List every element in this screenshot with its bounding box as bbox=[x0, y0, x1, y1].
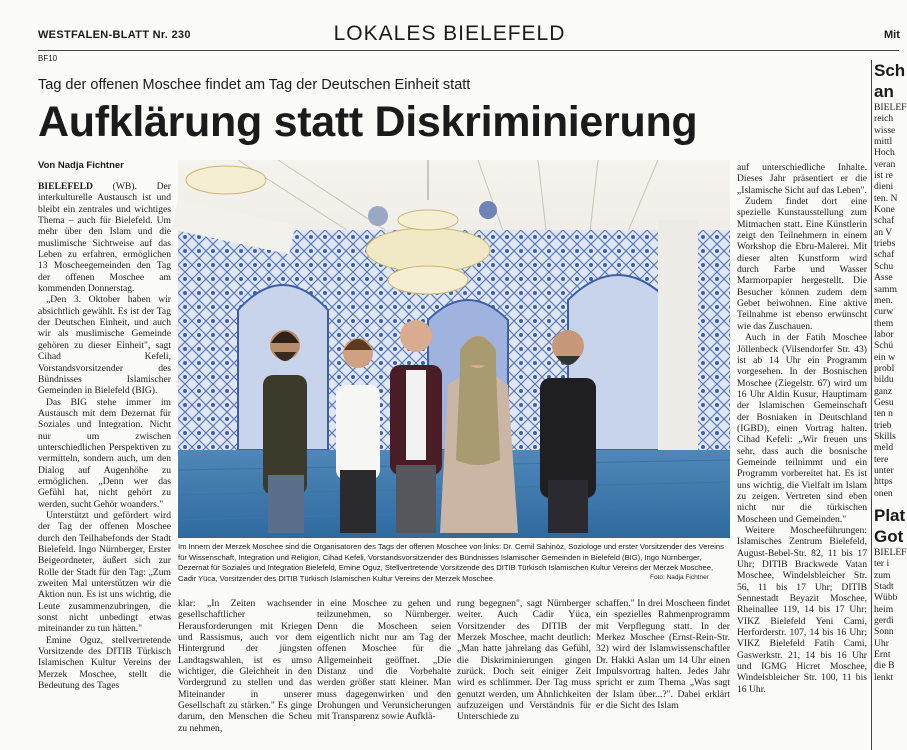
article-headline: Aufklärung statt Diskriminierung bbox=[38, 98, 698, 146]
article-bottom-columns bbox=[178, 598, 730, 748]
article-byline: Von Nadja Fichtner bbox=[38, 160, 124, 171]
dateline: BIELEFELD bbox=[38, 181, 93, 192]
article-column-right bbox=[737, 162, 867, 747]
sidebar-text: BIELEF reich wisse mittl Hoch veran ist re dieni ten. N Kone schaf an V triebs schaf Schu Asse samm men. curw them labor Schü ein w probl bildu ganz Gesu ten n trieb Skills meld tere unter https onen bbox=[874, 102, 907, 499]
photo-caption: Im Innern der Merzek Moschee sind die Organisatoren des Tags der offenen Moschee von links: Dr. Cemil Sahinöz, Soziologe und erster Vorsitzender des Vereins für Wissenschaft, Integration und Religion, Cihad Kefeli, Vorstandsvorsitzender des Bündnisses Islamischer Gemeinden in Bielefeld (BIG), Ingo Nürnberger, Dezernat für Soziales und Integration Bielefeld, Emine Oguz, Stellvertretende Vorsitzende des DITIB Türkisch Islamischen Kultur Vereins der Merzek Moschee, Cadir Yüca, Vorsitzender des DITIB Türkisch Islamischen Kultur Vereins der Merzek Moschee. bbox=[178, 542, 724, 583]
article-column-1 bbox=[38, 181, 171, 741]
sidebar-headline-2: Plat Got bbox=[874, 506, 906, 547]
sidebar-fragment bbox=[874, 60, 907, 750]
article-column-5: schaffen." In drei Moscheen findet ein spezielles Rahmenprogramm mit Verpflegung statt. In der Merkez Moschee (Ernst-Rein-Str. 32) wird der Islamwissenschaftler Dr. Hakki Aslan um 14 Uhr einen Impulsvortrag halten. Jedes Jahr spricht er zum Thema „Was sagt der Islam über...?". Dabei erklärt er die Sicht des Islam bbox=[596, 598, 730, 712]
next-page-fragment: Mit bbox=[884, 29, 900, 41]
paragraph: Zudem findet dort eine spezielle Kunstausstellung zum Mitmachen statt. Eine Künstlerin zeigt den Teilnehmern in einem Workshop die Ebru-Malerei. Mit dieser alten Kunstform wird durch Farbe und Wasser Marmorpapier hergestellt. Die Besucher können zudem dem Gebet beiwohnen. Eine aktive Teilnahme ist ebenso erwünscht wie das Zuschauen. bbox=[737, 196, 867, 332]
paragraph: BIELEFELD (WB). Der interkulturelle Austausch ist und bleibt ein zentrales und wichtiges Thema – auch für Bielefeld. Um mehr über den Islam und die muslimische Sichtweise auf das Leben zu erfahren, ermöglichen 13 Moscheegemeinden den Tag der offenen Moschee am kommenden Donnerstag. bbox=[38, 181, 171, 295]
article-kicker: Tag der offenen Moschee findet am Tag der Deutschen Einheit statt bbox=[38, 77, 471, 93]
article-photo bbox=[178, 160, 730, 538]
header-rule bbox=[38, 50, 899, 51]
paragraph: Unterstützt und gefördert wird der Tag der offenen Moschee durch den Teilhabefonds der Stadt Bielefeld. Ingo Nürnberger, Erster Beigeordneter, äußert sich zur Rolle der Stadt für den Tag: „Zum zweiten Mal unterstützen wir die Aktion nun. Es ist uns wichtig, die Leute zusammenzubringen, die sonst nicht unbedingt etwas miteinander zu tun hätten." bbox=[38, 509, 171, 635]
paragraph: „Den 3. Oktober haben wir absichtlich gewählt. Es ist der Tag der Deutschen Einheit, und auch wir als muslimische Gemeinde gehören zu dieser Einheit", sagt Cihad Kefeli, Vorstandsvorsitzender des Bündnisses Islamischer Gemeinden in Bielefeld (BIG). bbox=[38, 294, 171, 397]
photo-credit: Foto: Nadja Fichtner bbox=[650, 574, 709, 581]
newspaper-issue: WESTFALEN-BLATT Nr. 230 bbox=[38, 29, 191, 41]
paragraph: Das BIG stehe immer im Austausch mit dem Dezernat für Soziales und Integration. Nicht nur um zwischen unterschiedlichen Perspektiven zu vermitteln, sondern auch, um den Dialog auf Augenhöhe zu ermöglichen. „Denn wer das Gefühl hat, nicht gehört zu werden, sucht Gehör woanders." bbox=[38, 396, 171, 510]
sidebar-text-2: BIELEF ter i zum Stadt Wübb heim gerdi Sonn Uhr Ernt die B lenkt bbox=[874, 547, 907, 683]
article-column-4: rung begegnen", sagt Nürnberger weiter. Auch Cadir Yüca, Vorsitzender des DITIB der Merzek Moschee, macht deutlich: „Man hatte jahrelang das Gefühl, die Diskriminierungen gingen zurück. Doch seit einiger Zeit wird es schlimmer. Der Tag muss genutzt werden, um Ähnlichkeiten aufzuzeigen und Verständnis für Unterschiede zu bbox=[457, 598, 591, 723]
sidebar-divider bbox=[871, 60, 872, 750]
page-code: BF10 bbox=[38, 54, 58, 63]
article-column-2: klar: „In Zeiten wachsender gesellschaftlicher Herausforderungen mit Kriegen und Rassismus, auch vor dem Hintergrund der jüngsten Landtagswahlen, ist es umso wichtiger, die Gleichheit in den Vordergrund zu stellen und das Miteinander in unserer Gesellschaft zu stärken." Es ginge darum, den Menschen die Scheu zu nehmen, bbox=[178, 598, 312, 734]
section-title: LOKALES BIELEFELD bbox=[333, 22, 566, 45]
paragraph: Auch in der Fatih Moschee Jöllenbeck (Vilsendorfer Str. 43) ist ab 14 Uhr ein Programm vorgesehen. In der Bosnischen Moschee (Ziegelstr. 67) wird um 16 Uhr Aldin Kusur, Hauptimam der Islamischen Gemeinschaft der Bosniaken in Deutschland (IGBD), einen Vortrag halten. Cihad Kefeli: „Wir freuen uns sehr, dass auch die bosnische Gemeinde teilnimmt und ein Programm vorbereitet hat. Es ist uns wichtig, die Vielfalt im Islam zu zeigen. Vertreten sind eben nicht nur die türkischen Moscheen und Gemeinden." bbox=[737, 332, 867, 525]
paragraph: Emine Oguz, stellvertretende Vorsitzende des DITIB Türkisch Islamischen Kultur Vereins der Merzek Moschee, stellt die Bedeutung des Tages bbox=[38, 634, 171, 692]
article-column-3: in eine Moschee zu gehen und teilzunehmen, so Nürnberger. Denn die Moscheen seien eigentlich nicht nur am Tag der offenen Moschee für die Allgemeinheit geöffnet. „Die Distanz und die Vorbehalte werden größer statt kleiner. Man muss dagegenwirken und den Drohungen und Verunsicherungen mit Transparenz sowie Aufklä- bbox=[317, 598, 451, 723]
paragraph: Weitere Moscheeführungen: Islamisches Zentrum Bielefeld, August-Bebel-Str. 82, 11 bis 17 Uhr; DITIB Brackwede Vatan Moschee, Windelsbleicher Str. 56, 11 bis 17 Uhr; DITIB Sennestadt Beyazit Moschee, Rheinallee 119, 14 bis 17 Uhr; VIKZ Bielefeld Yeni Cami, Herforderstr. 107, 14 bis 16 Uhr; VIKZ Bielefeld Fatih Cami, Gaswerkstr. 21, 14 bis 16 Uhr und IGMG Hicret Moschee, Windelsbleicher Str. 100, 11 bis 16 Uhr. bbox=[737, 525, 867, 695]
paragraph: auf unterschiedliche Inhalte. Dieses Jahr präsentiert er die „Islamische Sicht auf das Leben". bbox=[737, 162, 867, 196]
mosque-interior-illustration bbox=[178, 160, 730, 538]
sidebar-headline: Sch an bbox=[874, 61, 906, 101]
